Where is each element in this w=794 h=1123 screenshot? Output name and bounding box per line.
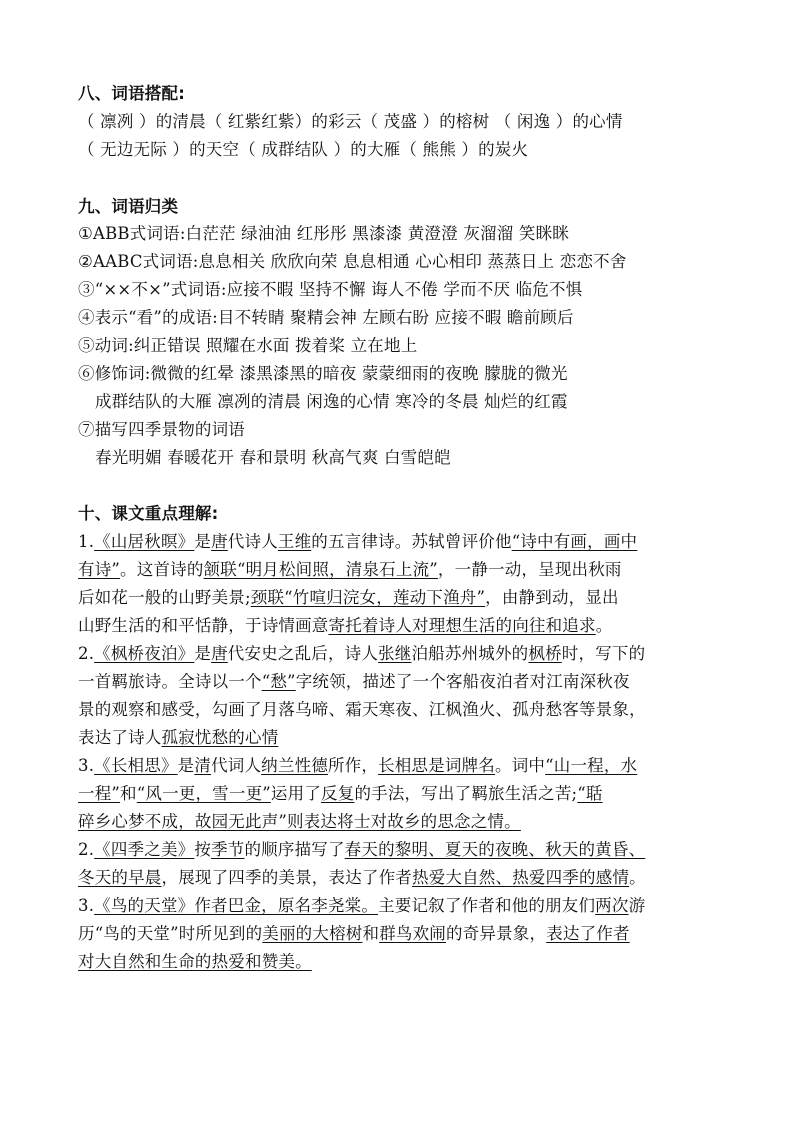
p4-text: 的顺序描写了 xyxy=(244,840,345,859)
s8-line-2: （ 无边无际 ）的天空（ 成群结队 ）的大雁（ 熊熊 ）的炭火 xyxy=(78,140,529,159)
p1-dynasty: 唐 xyxy=(211,532,228,551)
p4-line-1 xyxy=(78,836,758,864)
p4-line-2 xyxy=(78,864,758,892)
p1-num: 1. xyxy=(78,532,95,551)
p3-quote: “风一更，雪一更” xyxy=(136,784,271,803)
p4-num: 2. xyxy=(78,840,95,859)
p5-text: 主要记叙了作者和他的朋友们 xyxy=(378,896,596,915)
section-8-title: 八、词语搭配: xyxy=(78,84,185,103)
s9-line-6: ⑥修饰词:微微的红晕 漆黑漆黑的暗夜 蒙蒙细雨的夜晚 朦胧的微光 xyxy=(78,364,568,383)
p5-text: 的奇异景象， xyxy=(446,924,547,943)
s9-line-8: ⑦描写四季景物的词语 xyxy=(78,420,245,439)
p5-scene: 群鸟欢闹 xyxy=(379,924,446,943)
s9-line-5: ⑤动词:纠正错误 照耀在水面 拨着桨 立在地上 xyxy=(78,336,418,355)
p3-author: 纳兰性德 xyxy=(261,756,328,775)
p1-text: ，一静一动，呈现出秋雨 xyxy=(437,560,622,579)
p2-text: 时，写下的 xyxy=(561,644,646,663)
p5-theme: 表达了作者 xyxy=(546,924,630,943)
p3-text: 和 xyxy=(120,784,137,803)
p1-text: 。这首诗的 xyxy=(120,560,204,579)
p2-keyword: “愁” xyxy=(261,672,296,691)
s9-line-9: 春光明媚 春暖花开 春和景明 秋高气爽 白雪皑皑 xyxy=(95,448,451,467)
p1-author: 王维 xyxy=(277,532,312,551)
p4-theme: 热爱大自然、热爱四季的感情 xyxy=(412,868,630,887)
p2-num: 2. xyxy=(78,644,95,663)
p2-dynasty: 唐 xyxy=(211,644,228,663)
p1-theme: 寄托着诗人对理想生活的向往和追求 xyxy=(328,616,596,635)
p5-theme: 对大自然和生命的热爱和赞美。 xyxy=(78,952,312,971)
s8-line-1: （ 凛冽 ）的清晨（ 红紫红紫）的彩云（ 茂盛 ）的榕树 （ 闲逸 ）的心情 xyxy=(78,112,623,131)
p3-line-1 xyxy=(78,752,758,780)
p1-couplet: 颔联“明月松间照，清泉石上流” xyxy=(203,560,438,579)
p5-line-2 xyxy=(78,920,758,948)
p3-title: 《长相思》 xyxy=(94,756,178,775)
s9-line-1: ①ABB式词语:白茫茫 绿油油 红彤彤 黑漆漆 黄澄澄 灰溜溜 笑眯眯 xyxy=(78,224,569,243)
p1-couplet: 颈联“竹喧归浣女，莲动下渔舟” xyxy=(250,588,486,607)
p2-line-3: 景的观察和感受，勾画了月落乌啼、霜天寒夜、江枫渔火、孤舟愁客等景象， xyxy=(78,700,646,719)
p5-text: 游 xyxy=(628,896,646,915)
p1-text: 的五言律诗。苏轼曾评价他 xyxy=(311,532,512,551)
p4-seasons: 春天的黎明、夏天的夜晚、秋天的黄昏、 xyxy=(344,840,646,859)
p3-quote: 一程” xyxy=(78,784,121,803)
p3-line-3 xyxy=(78,808,758,836)
p1-quote: 有诗” xyxy=(78,560,121,579)
p1-line-1 xyxy=(78,528,758,556)
p5-count: 两次 xyxy=(595,896,629,915)
p4-text: 。 xyxy=(629,868,646,887)
s9-line-3: ③“××不×”式词语:应接不暇 坚持不懈 诲人不倦 学而不厌 临危不惧 xyxy=(78,280,583,299)
p5-line-3 xyxy=(78,948,758,976)
p2-line-4 xyxy=(78,724,758,752)
p3-text: 。词中 xyxy=(495,756,546,775)
s9-line-7: 成群结队的大雁 凛冽的清晨 闲逸的心情 寒冷的冬晨 灿烂的红霞 xyxy=(95,392,568,411)
p2-line-2 xyxy=(78,668,758,696)
p3-text: 的手法，写出了羁旅生活之苦; xyxy=(354,784,578,803)
p2-text: 是 xyxy=(194,644,212,663)
p2-text: 表达了诗人 xyxy=(78,728,162,747)
p4-order: 季节 xyxy=(211,840,245,859)
s9-line-2: ②AABC式词语:息息相关 欣欣向荣 息息相通 心心相印 蒸蒸日上 恋恋不舍 xyxy=(78,252,627,271)
section-9-title: 九、词语归类 xyxy=(78,197,179,216)
p2-title: 《枫桥夜泊》 xyxy=(94,644,195,663)
p4-text: 按 xyxy=(194,840,212,859)
p5-num: 3. xyxy=(78,896,95,915)
p3-text: 所作， xyxy=(327,756,379,775)
p3-text: 运用了 xyxy=(270,784,322,803)
p3-line-2 xyxy=(78,780,758,808)
p2-text: 泊船苏州城外的 xyxy=(411,644,529,663)
p5-line-1 xyxy=(78,892,758,920)
p2-text: 一首羁旅诗。全诗以一个 xyxy=(78,672,262,691)
p3-theme: 碎乡心梦不成，故园无此声”则表达将士对故乡的思念之情。 xyxy=(78,812,521,831)
s9-line-4: ④表示“看”的成语:目不转睛 聚精会神 左顾右盼 应接不暇 瞻前顾后 xyxy=(78,308,574,327)
p1-line-3 xyxy=(78,584,758,612)
section-10-title: 十、课文重点理解: xyxy=(78,504,219,523)
p4-seasons: 冬天的早晨 xyxy=(78,868,162,887)
p5-title: 《鸟的天堂》作者巴金，原名李尧棠。 xyxy=(94,896,379,915)
p3-quote: “山一程，水 xyxy=(545,756,638,775)
p3-num: 3. xyxy=(78,756,95,775)
p2-author: 张继 xyxy=(378,644,412,663)
p1-text: ，由静到动，显出 xyxy=(485,588,619,607)
p3-dynasty: 清 xyxy=(194,756,212,775)
p1-text: 后如花一般的山野美景; xyxy=(78,588,251,607)
p4-title: 《四季之美》 xyxy=(94,840,195,859)
p3-quote: “聒 xyxy=(577,784,603,803)
p2-theme: 孤寂忧愁的心情 xyxy=(161,728,279,747)
p3-cipai: 长相思是词牌名 xyxy=(378,756,495,775)
p1-quote: “诗中有画，画中 xyxy=(511,532,638,551)
p1-text: 山野生活的和平恬静，于诗情画意 xyxy=(78,616,329,635)
p1-line-2 xyxy=(78,556,758,584)
p2-text: 字统领，描述了一个客船夜泊者对江南深秋夜 xyxy=(295,672,630,691)
p2-line-1 xyxy=(78,640,758,668)
p2-text: 代安史之乱后，诗人 xyxy=(227,644,379,663)
p1-text: 是 xyxy=(194,532,212,551)
p2-place: 枫桥 xyxy=(528,644,562,663)
p5-scene: 美丽的大榕树 xyxy=(262,924,363,943)
p1-text: 代诗人 xyxy=(227,532,278,551)
p1-text: 。 xyxy=(595,616,613,635)
p5-text: 和 xyxy=(362,924,380,943)
p5-text: 历“鸟的天堂”时所见到的 xyxy=(78,924,263,943)
p3-technique: 反复 xyxy=(321,784,355,803)
p1-title: 《山居秋暝》 xyxy=(94,532,195,551)
p4-text: ，展现了四季的美景，表达了作者 xyxy=(161,868,412,887)
p3-text: 是 xyxy=(177,756,195,775)
p3-text: 代词人 xyxy=(211,756,262,775)
p1-line-4 xyxy=(78,612,758,640)
